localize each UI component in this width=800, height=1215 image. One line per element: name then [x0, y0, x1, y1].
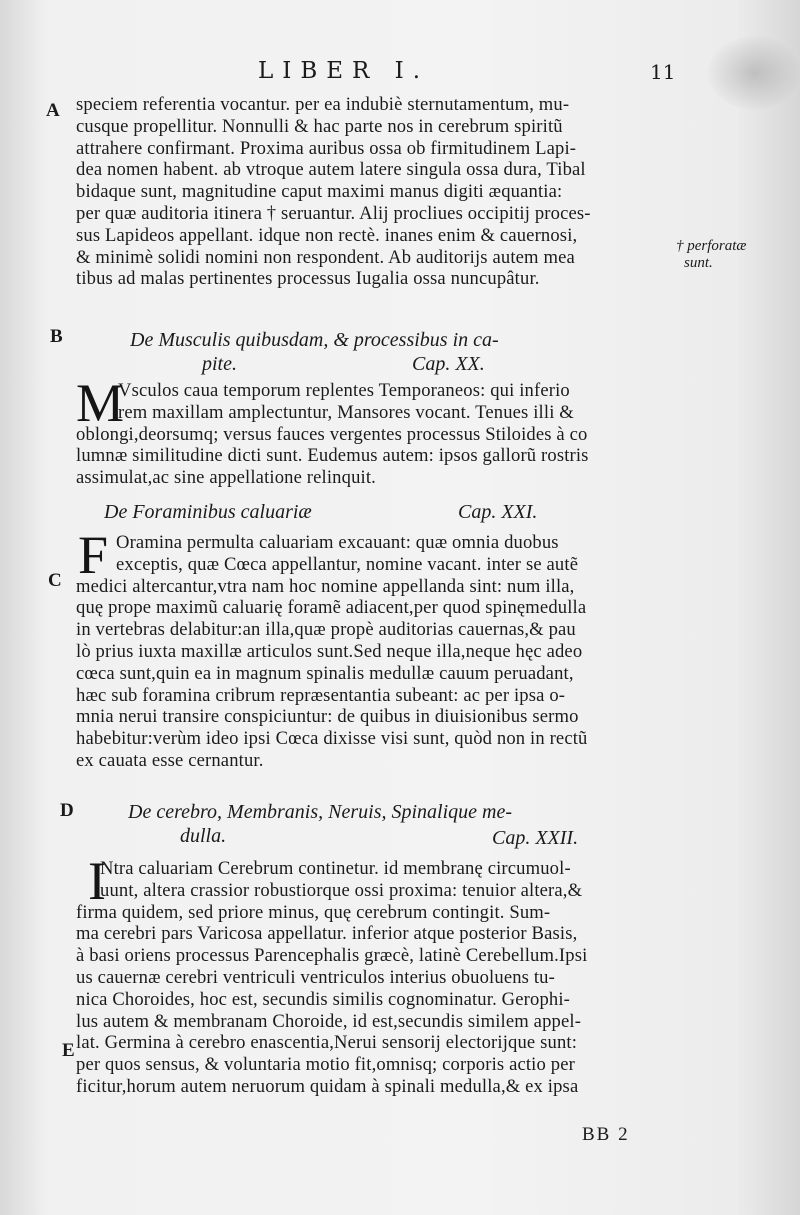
text-line: quę prope maximũ caluarię foramẽ adiacent,per quod spinęmedulla	[76, 597, 587, 619]
drop-cap: M	[76, 373, 125, 433]
text-line: ficitur,horum autem neruorum quidam à spinali medulla,& ex ipsa	[76, 1075, 579, 1097]
text-line: oblongi,deorsumq; versus fauces vergentes processus Stiloides à co	[76, 423, 588, 445]
chapter-number: Cap. XX.	[412, 353, 485, 375]
text-line: hæc sub foramina cribrum repræsentantia subeant: ac per ipsa o-	[76, 684, 566, 706]
margin-letter-e: E	[62, 1040, 75, 1061]
chapter-number: Cap. XXI.	[458, 501, 538, 523]
text-line: & minimè solidi nomini non respondent. Ab auditorijs autem mea	[76, 246, 575, 268]
chapter-title: De cerebro, Membranis, Neruis, Spinalique me-	[128, 801, 513, 823]
text-line: cusque propellitur. Nonnulli & hac parte nos in cerebrum spiritũ	[76, 115, 563, 137]
chapter-title: dulla.	[180, 825, 227, 847]
text-line: Ntra caluariam Cerebrum continetur. id membranę circumuol-	[100, 858, 571, 879]
signature-mark: BB 2	[582, 1124, 630, 1145]
intro-paragraph	[76, 94, 682, 290]
margin-letter-d: D	[60, 800, 74, 821]
text-line: us cauernæ cerebri ventriculi ventriculos interius obuoluens tu-	[76, 966, 555, 988]
text-line: lat. Germina à cerebro enascentia,Nerui sensorij electorijque sunt:	[76, 1032, 578, 1054]
chapter-title: De Musculis quibusdam, & processibus in ca-	[130, 329, 499, 351]
margin-letter-a: A	[46, 100, 60, 121]
text-line: medici altercantur,vtra nam hoc nomine appellanda sint: num illa,	[76, 575, 575, 597]
text-line: cœca sunt,quin ea in magnum spinalis medullæ cauum peruadant,	[76, 662, 574, 684]
text-line: exceptis, quæ Cœca appellantur, nomine vacant. inter se autẽ	[116, 553, 579, 575]
text-line: assimulat,ac sine appellatione relinquit.	[76, 467, 376, 489]
chapter-title: pite.	[202, 353, 237, 375]
text-line: lus autem & membranam Choroide, id est,secundis similem appel-	[76, 1010, 582, 1032]
page-number: 11	[650, 60, 676, 84]
text-line: lò prius iuxta maxillæ articulos sunt.Sed neque illa,neque hęc adeo	[76, 640, 583, 662]
text-line: dea nomen habent. ab vtroque autem latere singula ossa dura, Tibal	[76, 159, 586, 181]
text-line: à basi oriens processus Parencephalis græcè, latinè Cerebellum.Ipsi	[76, 945, 588, 967]
chapter-xx-text	[76, 373, 682, 489]
text-line: ma cerebri pars Varicosa appellatur. inferior atque posterior Basis,	[76, 923, 578, 945]
chapter-xxi-text	[76, 525, 682, 772]
text-line: tibus ad malas pertinentes processus Iugalia ossa nuncupâtur.	[76, 268, 540, 290]
running-title: LIBER I.	[258, 58, 430, 84]
text-line: nica Choroides, hoc est, secundis similis cognominatur. Gerophi-	[76, 988, 570, 1010]
text-line: Vsculos caua temporum replentes Temporaneos: qui inferio	[118, 380, 570, 401]
chapter-xx-heading	[130, 328, 682, 378]
drop-cap: I	[88, 851, 106, 911]
chapter-number: Cap. XXII.	[492, 827, 579, 849]
text-line: firma quidem, sed priore minus, quę cerebrum contingit. Sum-	[76, 901, 551, 923]
chapter-title: De Foraminibus caluariæ	[104, 501, 312, 523]
chapter-xxii-text	[76, 851, 682, 1098]
text-line: habebitur:verùm ideo ipsi Cœca dixisse visi sunt, quòd non in rectũ	[76, 728, 588, 750]
text-line: uunt, altera crassior robustiorque ossi proxima: tenuior altera,&	[100, 879, 583, 901]
margin-note-line: perforatæ	[687, 238, 747, 254]
text-line: mnia nerui transire conspiciuntur: de quibus in diuisionibus sermo	[76, 706, 579, 728]
text-line: ex cauata esse cernantur.	[76, 749, 264, 771]
margin-letter-b: B	[50, 326, 63, 347]
text-line: per quæ auditoria itinera † seruantur. Alij procliues occipitij proces-	[76, 202, 591, 224]
margin-note-line: sunt.	[684, 255, 713, 271]
chapter-xxi-heading	[104, 500, 682, 526]
text-line: Oramina permulta caluariam excauant: quæ omnia duobus	[116, 532, 559, 553]
text-line: per quos sensus, & voluntaria motio fit,omnisq; corporis actio per	[76, 1054, 575, 1076]
text-line: speciem referentia vocantur. per ea indubiè sternutamentum, mu-	[76, 94, 570, 115]
text-line: in vertebras delabitur:an illa,quæ propè auditorias cauernas,& pau	[76, 619, 576, 641]
text-line: attrahere confirmant. Proxima auribus ossa ob firmitudinem Lapi-	[76, 137, 577, 159]
drop-cap: F	[78, 525, 109, 585]
chapter-xxii-heading	[128, 800, 682, 852]
margin-letter-c: C	[48, 570, 62, 591]
text-line: sus Lapideos appellant. idque non rectè. inanes enim & cauernosi,	[76, 224, 578, 246]
text-line: bidaque sunt, magnitudine caput maximi manus digiti æquantia:	[76, 181, 563, 203]
page-header	[0, 58, 800, 92]
text-line: rem maxillam amplectuntur, Mansores vocant. Tenues illi &	[118, 401, 574, 423]
text-line: lumnæ similitudine dicti sunt. Eudemus autem: ipsos gallorũ rostris	[76, 445, 589, 467]
margin-note: † perforatæ sunt.	[676, 238, 747, 271]
